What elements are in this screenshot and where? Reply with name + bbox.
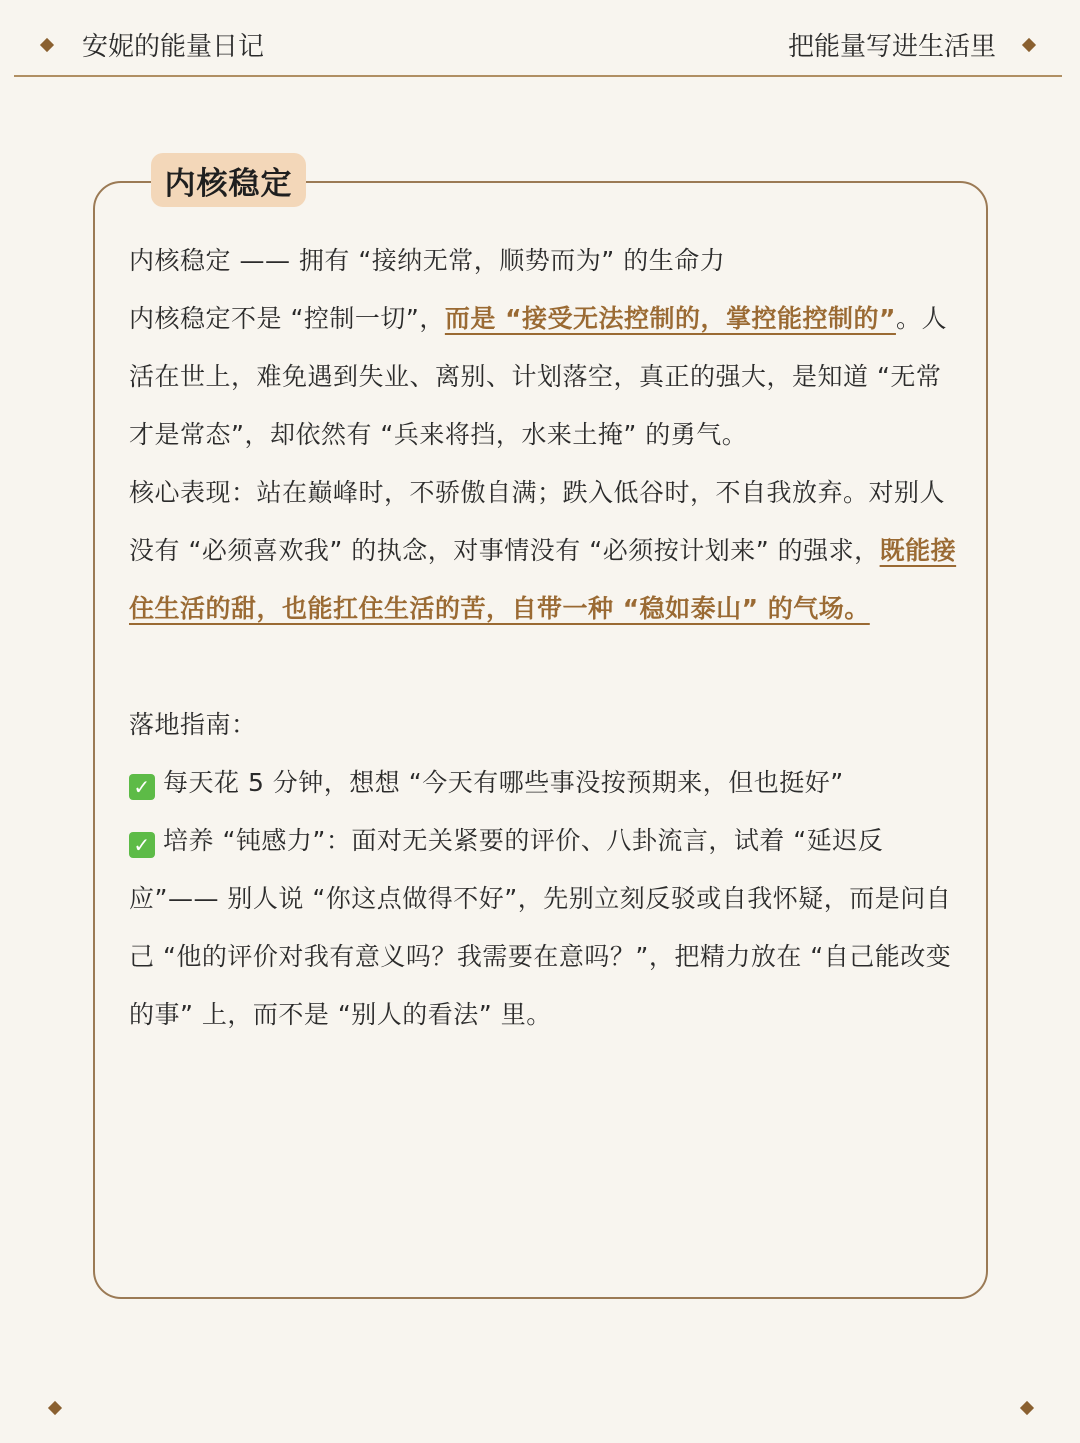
card-content xyxy=(129,232,959,1044)
diamond-icon xyxy=(1020,1401,1034,1415)
guide-item-text: 培养 “钝感力”：面对无关紧要的评价、八卦流言，试着 “延迟反应”—— 别人说 “你这点做得不好”，先别立刻反驳或自我怀疑，而是问自己 “他的评价对我有意义吗？我需要在意吗？”，把精力放在 “自己能改变的事” 上，而不是 “别人的看法” 里。 xyxy=(129,826,952,1029)
definition-paragraph xyxy=(129,290,959,464)
header-right-title: 把能量写进生活里 xyxy=(787,32,996,62)
core-text: 核心表现：站在巅峰时，不骄傲自满；跌入低谷时，不自我放弃。对别人没有 “必须喜欢我” 的执念，对事情没有 “必须按计划来” 的强求， xyxy=(129,478,946,565)
core-paragraph xyxy=(129,464,959,638)
spacer xyxy=(129,638,959,696)
definition-highlight: 而是 “接受无法控制的，掌控能控制的” xyxy=(444,304,896,333)
check-mark-icon: ✓ xyxy=(129,774,155,800)
check-mark-icon: ✓ xyxy=(129,832,155,858)
intro-paragraph: 内核稳定 —— 拥有 “接纳无常，顺势而为” 的生命力 xyxy=(129,246,726,275)
core-highlight: 既能接住生活的甜，也能扛住生活的苦，自带一种 “稳如泰山” 的气场。 xyxy=(129,536,957,623)
diamond-icon xyxy=(40,38,54,52)
guide-item-text: 每天花 5 分钟，想想 “今天有哪些事没按预期来，但也挺好” xyxy=(163,768,844,797)
guide-title: 落地指南： xyxy=(129,710,257,739)
page-header xyxy=(14,0,1062,77)
definition-text-b: 。人活在世上，难免遇到失业、离别、计划落空，真正的强大，是知道 “无常才是常态”，却依然有 “兵来将挡，水来土掩” 的勇气。 xyxy=(129,304,947,449)
diamond-icon xyxy=(48,1401,62,1415)
section-tag: 内核稳定 xyxy=(151,153,306,207)
guide-item xyxy=(129,754,959,812)
header-left-title: 安妮的能量日记 xyxy=(82,32,265,62)
guide-item xyxy=(129,812,959,1044)
diamond-icon xyxy=(1022,38,1036,52)
definition-text-a: 内核稳定不是 “控制一切”， xyxy=(129,304,445,333)
